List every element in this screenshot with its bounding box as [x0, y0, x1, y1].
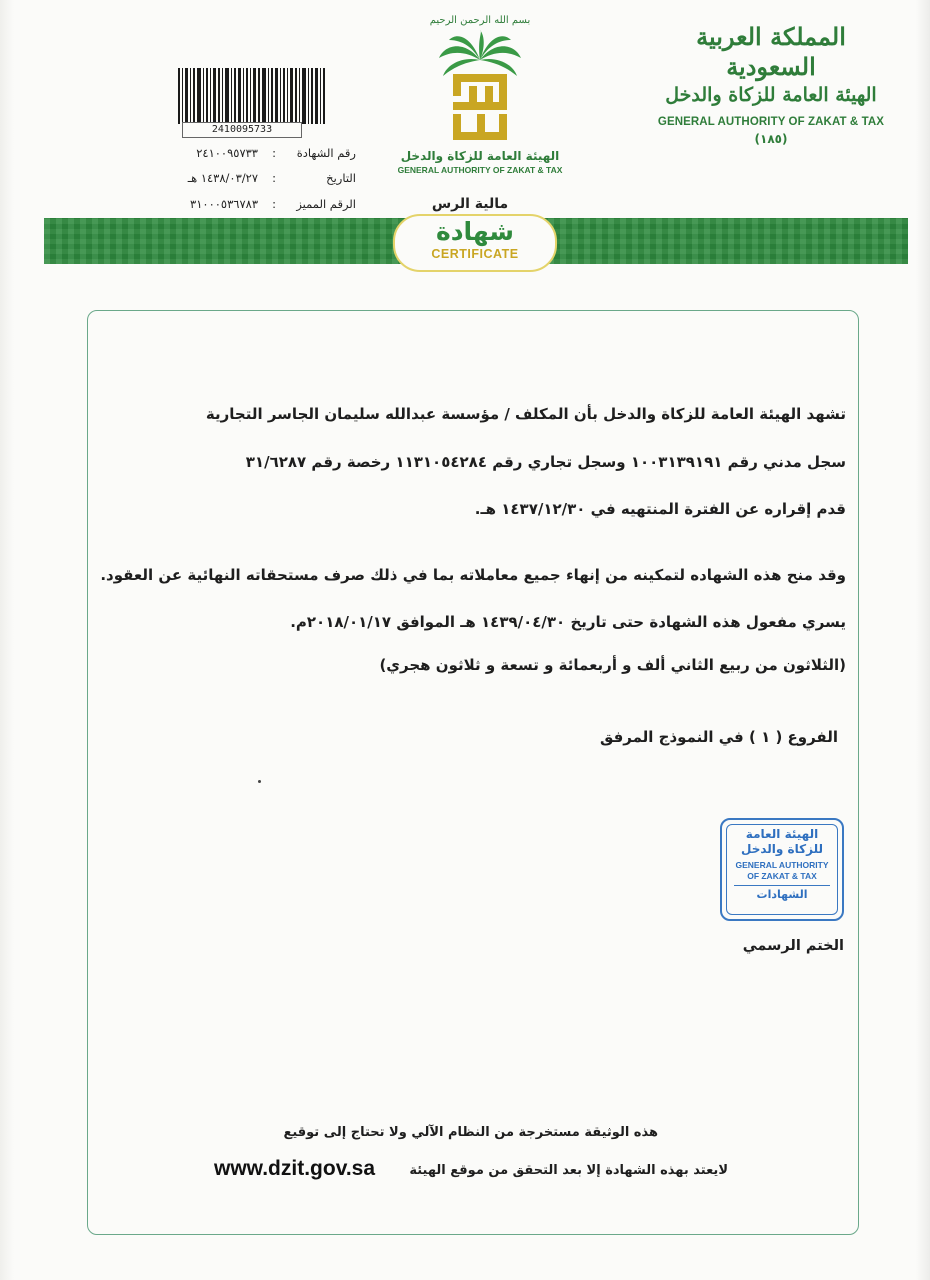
barcode-number: 2410095733	[182, 122, 302, 138]
body-line-branches: الفروع ( ١ ) في النموذج المرفق	[599, 728, 838, 746]
stamp-en-line1: GENERAL AUTHORITY	[735, 860, 829, 870]
stamp-line1: الهيئة العامة	[745, 827, 819, 841]
certificate-body-frame	[87, 310, 859, 1235]
barcode	[178, 68, 328, 135]
footer-verify-note: لايعتد بهذه الشهادة إلا بعد التحقق من موقع الهيئة	[409, 1163, 728, 1178]
barcode-icon	[178, 68, 328, 124]
official-stamp	[720, 818, 844, 921]
branch-name: مالية الرس	[431, 196, 509, 212]
logo-authority-en: GENERAL AUTHORITY OF ZAKAT & TAX	[397, 165, 563, 175]
logo-authority-ar: الهيئة العامة للزكاة والدخل	[400, 149, 560, 163]
date-label: التاريخ	[326, 171, 356, 185]
stamp-inner-border	[726, 824, 838, 915]
unique-number-label: الرقم المميز	[296, 197, 356, 211]
stamp-en-line2: OF ZAKAT & TAX	[747, 871, 817, 881]
body-line-validity-words: (الثلاثون من ربيع الثاني ألف و أربعمائة و تسعة و ثلاثون هجري)	[379, 656, 846, 674]
colon: :	[272, 146, 276, 160]
colon: :	[272, 197, 276, 211]
certificate-title-ar: شهادة	[435, 217, 515, 246]
meta-unique-number	[156, 194, 356, 214]
body-line-registrations: سجل مدني رقم ١٠٠٣١٣٩١٩١ وسجل تجاري رقم ١١٣١٠٥٤٢٨٤ رخصة رقم ٣١/٦٢٨٧	[245, 453, 846, 471]
basmala: بسم الله الرحمن الرحيم	[429, 15, 531, 26]
body-line-taxpayer: تشهد الهيئة العامة للزكاة والدخل بأن المكلف / مؤسسة عبدالله سليمان الجاسر التجارية	[205, 405, 846, 423]
cert-number-value: ٢٤١٠٠٩٥٧٣٣	[196, 146, 258, 160]
unique-number-value: ٣١٠٠٠٥٣٦٧٨٣	[190, 197, 258, 211]
body-line-grant: وقد منح هذه الشهاده لتمكينه من إنهاء جميع معاملاته بما في ذلك صرف مستحقاته النهائية عن العقود.	[100, 566, 846, 584]
meta-cert-number	[156, 143, 356, 163]
authority-name-en: GENERAL AUTHORITY OF ZAKAT & TAX	[657, 116, 885, 128]
authority-name-calligraphy: الهيئة العامة للزكاة والدخل	[665, 84, 877, 106]
stamp-department: الشهادات	[756, 888, 808, 901]
palm-tree-logo-icon	[435, 30, 525, 145]
footer-auto-generated-note: هذه الوثيقة مستخرجة من النظام الآلي ولا تحتاج إلى توقيع	[283, 1125, 658, 1140]
paper-speck	[258, 780, 261, 783]
body-line-period: قدم إقراره عن الفترة المنتهيه في ١٤٣٧/١٢/٣٠ هـ.	[474, 500, 846, 518]
form-number: (١٨٥)	[754, 132, 788, 146]
body-line-validity: يسري مفعول هذه الشهادة حتى تاريخ ١٤٣٩/٠٤/٣٠ هـ الموافق ٢٠١٨/٠١/١٧م.	[290, 613, 846, 631]
kingdom-name-ar: المملكة العربية السعودية	[696, 22, 846, 81]
stamp-line2: للزكاة والدخل	[741, 842, 823, 856]
cert-number-label: رقم الشهادة	[296, 146, 356, 160]
meta-date	[156, 168, 356, 188]
certificate-title-en: CERTIFICATE	[431, 247, 519, 261]
certificate-badge	[393, 214, 557, 272]
authority-logo	[380, 12, 580, 175]
official-seal-label: الختم الرسمي	[742, 938, 844, 954]
footer-website-link[interactable]: www.dzit.gov.sa	[214, 1157, 376, 1180]
colon: :	[272, 171, 276, 185]
kingdom-header	[656, 22, 886, 146]
date-value: ١٤٣٨/٠٣/٢٧ هـ	[187, 171, 258, 185]
